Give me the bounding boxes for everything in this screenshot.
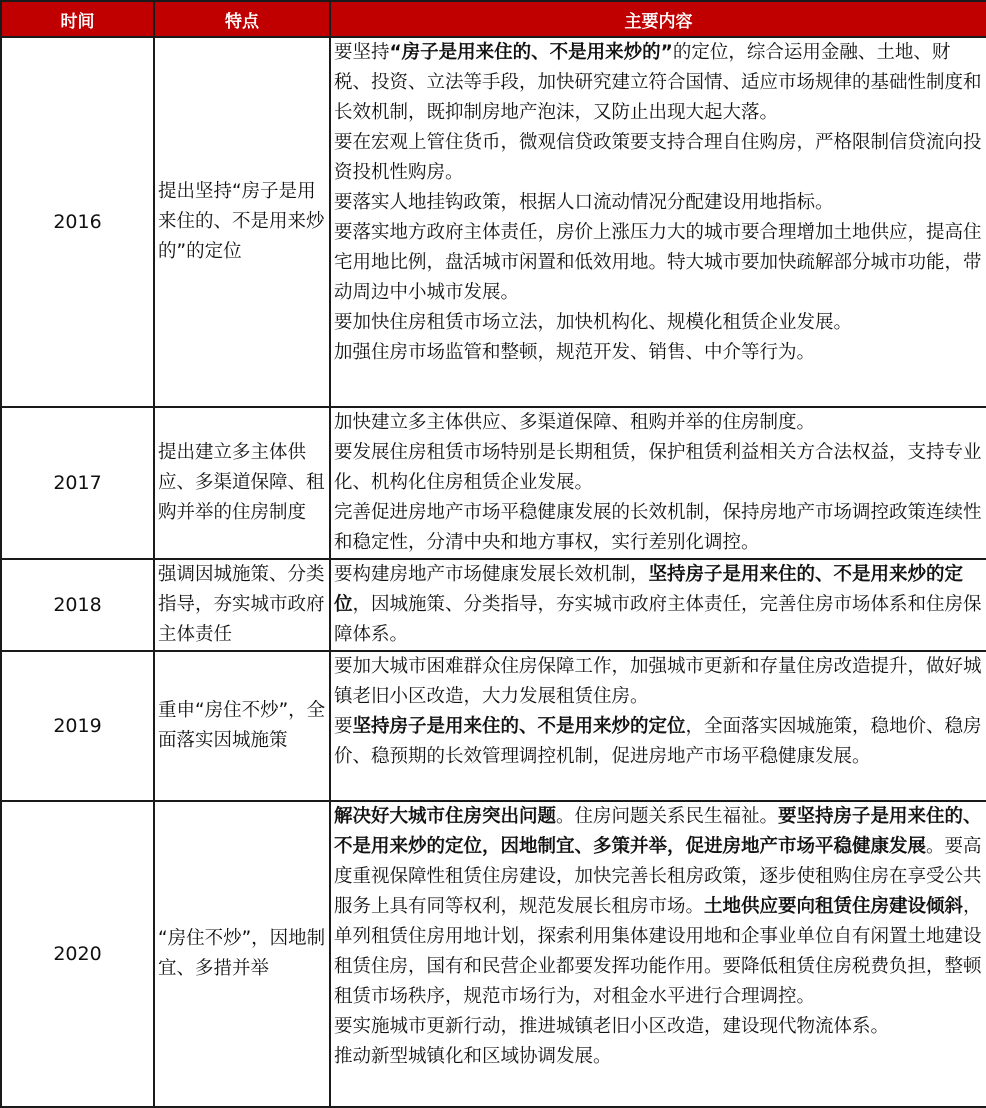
content-paragraph: [334, 712, 983, 772]
bold-text: 要坚持房子是用来住的、不是用来炒的定位，因地制宜、多策并举，促进房地产市场平稳健康发展: [334, 806, 982, 857]
table-row: [1, 407, 986, 559]
bold-text: 土地供应要向租赁住房建设倾斜: [704, 896, 964, 917]
feature-cell: 提出建立多主体供应、多渠道保障、租购并举的住房制度: [154, 407, 330, 559]
content-paragraph: [334, 438, 983, 498]
content-paragraph: [334, 802, 983, 1012]
content-paragraph: [334, 218, 983, 308]
table-row: [1, 37, 986, 407]
content-cell: [330, 407, 986, 559]
content-paragraph: [334, 652, 983, 712]
content-cell: [330, 37, 986, 407]
year-cell: 2017: [1, 407, 154, 559]
text: ，因城施策、分类指导，夯实城市政府主体责任，完善住房市场体系和住房保障体系。: [334, 594, 982, 645]
text: 完善促进房地产市场平稳健康发展的长效机制，保持房地产市场调控政策连续性和稳定性，分清中央和地方事权，实行差别化调控。: [334, 502, 982, 553]
content-paragraph: [334, 408, 983, 438]
content-paragraph: [334, 1042, 983, 1072]
text: 要加快住房租赁市场立法，加快机构化、规模化租赁企业发展。: [334, 312, 853, 333]
text: 要在宏观上管住货币，微观信贷政策要支持合理自住购房，严格限制信贷流向投资投机性购房。: [334, 132, 982, 183]
content-paragraph: [334, 338, 983, 368]
bold-text: 解决好大城市住房突出问题: [334, 806, 557, 827]
text: 加快建立多主体供应、多渠道保障、租购并举的住房制度。: [334, 412, 816, 433]
year-cell: 2020: [1, 801, 154, 1107]
header-time: 时间: [1, 1, 154, 37]
content-cell: [330, 801, 986, 1107]
content-paragraph: [334, 1012, 983, 1042]
bold-text: 坚持房子是用来住的、不是用来炒的定位: [352, 716, 686, 737]
text: 要构建房地产市场健康发展长效机制，: [334, 564, 649, 585]
bold-text: “房子是用来住的、不是用来炒的”: [389, 42, 673, 63]
year-cell: 2018: [1, 559, 154, 651]
text: 的定位，综合运用金融、土地、财税、投资、立法等手段，加快研究建立符合国情、适应市场规律的基础性制度和长效机制，既抑制房地产泡沫，又防止出现大起大落。: [334, 42, 982, 123]
text: 要落实地方政府主体责任，房价上涨压力大的城市要合理增加土地供应，提高住宅用地比例，盘活城市闲置和低效用地。特大城市要加快疏解部分城市功能，带动周边中小城市发展。: [334, 222, 982, 303]
text: 要发展住房租赁市场特别是长期租赁，保护租赁利益相关方合法权益，支持专业化、机构化住房租赁企业发展。: [334, 442, 982, 493]
text: 要加大城市困难群众住房保障工作，加强城市更新和存量住房改造提升，做好城镇老旧小区改造，大力发展租赁住房。: [334, 656, 982, 707]
header-feature: 特点: [154, 1, 330, 37]
header-row: [1, 1, 986, 37]
text: 加强住房市场监管和整顿，规范开发、销售、中介等行为。: [334, 342, 816, 363]
text: 。住房问题关系民生福祉。: [556, 806, 779, 827]
content-paragraph: [334, 188, 983, 218]
bold-text: 坚持房子是用来住的、不是用来炒的定位: [334, 564, 964, 615]
header-content: 主要内容: [330, 1, 986, 37]
feature-cell: 重申“房住不炒”，全面落实因城施策: [154, 651, 330, 801]
text: 推动新型城镇化和区域协调发展。: [334, 1046, 612, 1067]
text: 要坚持: [334, 42, 390, 63]
feature-cell: 强调因城施策、分类指导，夯实城市政府主体责任: [154, 559, 330, 651]
table-row: [1, 651, 986, 801]
content-paragraph: [334, 128, 983, 188]
text: 要: [334, 716, 353, 737]
text: 。要高度重视保障性租赁住房建设，加快完善长租房政策，逐步使租购住房在享受公共服务上具有同等权利，规范发展长租房市场。: [334, 836, 982, 917]
text: ，单列租赁住房用地计划，探索利用集体建设用地和企事业单位自有闲置土地建设租赁住房，国有和民营企业都要发挥功能作用。要降低租赁住房税费负担，整顿租赁市场秩序，规范市场行为，对租金水平进行合理调控。: [334, 896, 982, 1007]
text: 要实施城市更新行动，推进城镇老旧小区改造，建设现代物流体系。: [334, 1016, 890, 1037]
content-paragraph: [334, 498, 983, 558]
feature-cell: 提出坚持“房子是用来住的、不是用来炒的”的定位: [154, 37, 330, 407]
year-cell: 2016: [1, 37, 154, 407]
content-paragraph: [334, 38, 983, 128]
content-paragraph: [334, 560, 983, 650]
table-row: [1, 801, 986, 1107]
table-row: [1, 559, 986, 651]
text: 要落实人地挂钩政策，根据人口流动情况分配建设用地指标。: [334, 192, 834, 213]
content-paragraph: [334, 308, 983, 338]
feature-cell: “房住不炒”，因地制宜、多措并举: [154, 801, 330, 1107]
content-cell: [330, 651, 986, 801]
year-cell: 2019: [1, 651, 154, 801]
content-cell: [330, 559, 986, 651]
text: ，全面落实因城施策，稳地价、稳房价、稳预期的长效管理调控机制，促进房地产市场平稳健康发展。: [334, 716, 982, 767]
